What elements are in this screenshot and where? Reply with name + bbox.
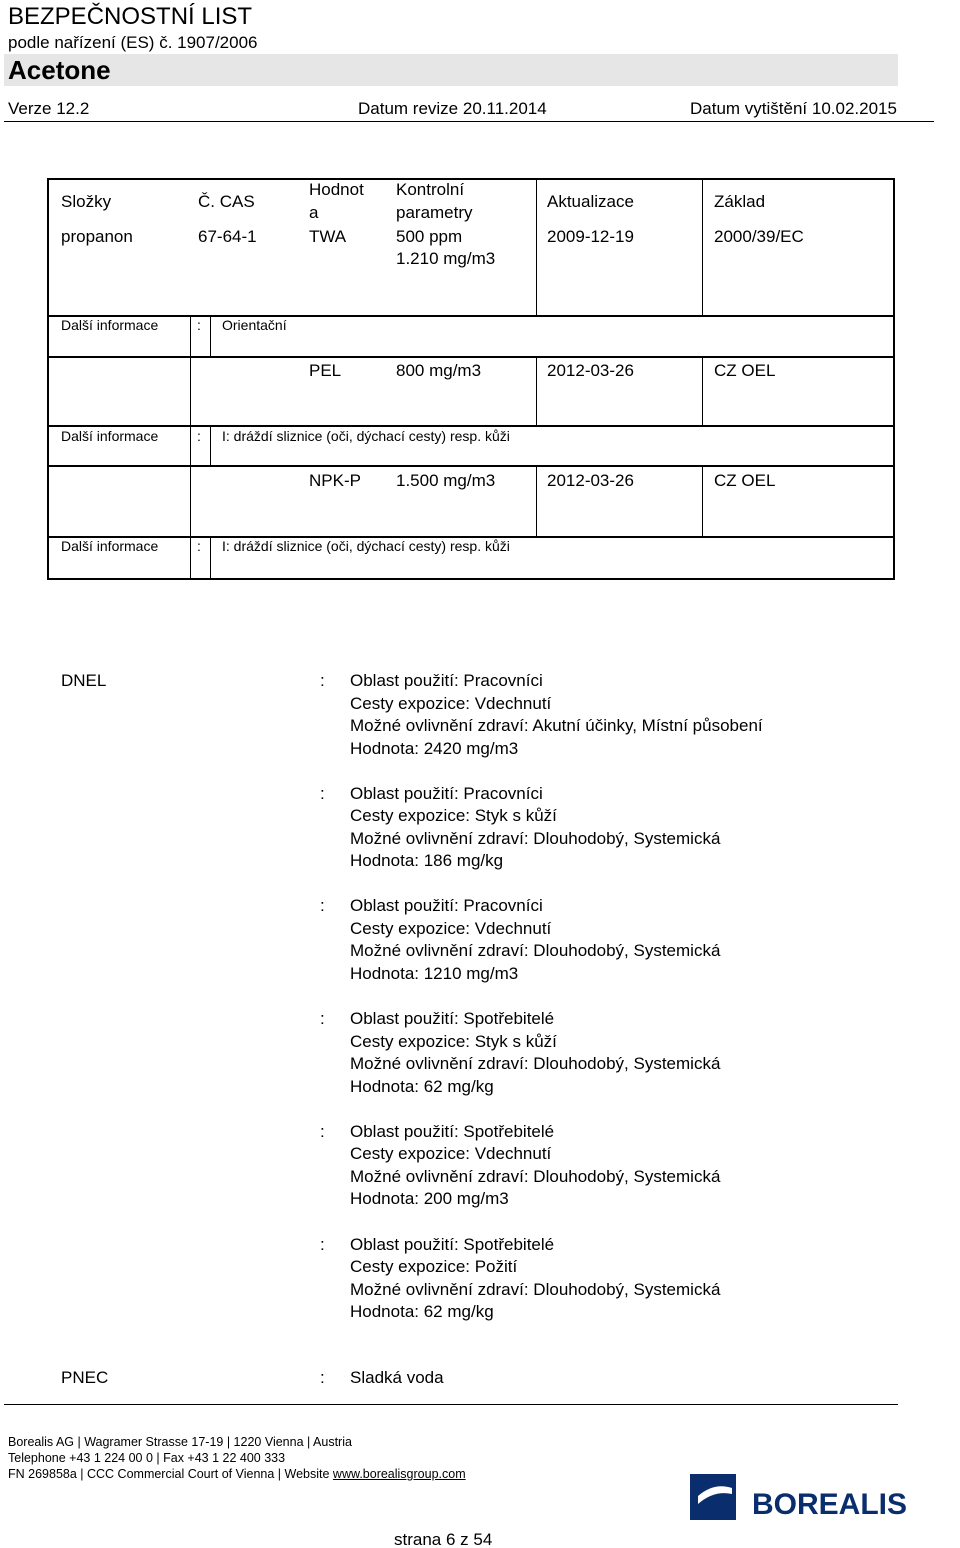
dnel-value: Hodnota: 1210 mg/m3 [350, 963, 519, 983]
row3-update: 2012-03-26 [547, 471, 634, 490]
header-update: Aktualizace [547, 192, 634, 211]
regulation-subtitle: podle nařízení (ES) č. 1907/2006 [8, 33, 258, 52]
borealis-logo-mark [688, 1474, 952, 1522]
dnel-value: Hodnota: 62 mg/kg [350, 1302, 494, 1321]
row2-update: 2012-03-26 [547, 361, 634, 380]
pnec-colon: : [320, 1368, 325, 1387]
info3-label: Další informace [61, 538, 159, 554]
dnel-effect: Možné ovlivnění zdraví: Dlouhodobý, Systemická [350, 1279, 721, 1299]
pnec-text: Sladká voda [350, 1368, 444, 1387]
dnel-route: Cesty expozice: Styk s kůží [350, 1031, 557, 1051]
footer-contact: Telephone +43 1 224 00 0 | Fax +43 1 22 400 333 [8, 1451, 286, 1465]
info2-colon: : [197, 428, 201, 444]
dnel-route: Cesty expozice: Styk s kůží [350, 806, 557, 826]
footer-address: Borealis AG | Wagramer Strasse 17-19 | 1220 Vienna | Austria [8, 1435, 352, 1449]
header-components: Složky [61, 192, 112, 211]
row1-update: 2009-12-19 [547, 227, 634, 246]
row2-param: 800 mg/m3 [396, 361, 482, 380]
dnel-colon: : [320, 1121, 325, 1141]
version: Verze 12.2 [8, 99, 90, 118]
dnel-route: Cesty expozice: Požití [350, 1257, 518, 1276]
info1-text: Orientační [222, 317, 287, 333]
dnel-route: Cesty expozice: Vdechnutí [350, 693, 552, 713]
borealis-logo [688, 1474, 952, 1522]
dnel-effect: Možné ovlivnění zdraví: Dlouhodobý, Systemická [350, 941, 721, 961]
logo-square [690, 1474, 736, 1520]
dnel-area: Oblast použití: Pracovníci [350, 896, 543, 916]
dnel-area: Oblast použití: Spotřebitelé [350, 1009, 555, 1029]
dnel-effect: Možné ovlivnění zdraví: Dlouhodobý, Systemická [350, 828, 721, 848]
row1-param-line2: 1.210 mg/m3 [396, 249, 496, 268]
pnec-label: PNEC [61, 1368, 109, 1387]
row2-basis: CZ OEL [714, 361, 776, 380]
info2-label: Další informace [61, 428, 159, 444]
product-name: Acetone [8, 55, 111, 85]
dnel-colon: : [320, 896, 325, 916]
dnel-area: Oblast použití: Spotřebitelé [350, 1234, 555, 1254]
dnel-route: Cesty expozice: Vdechnutí [350, 918, 552, 938]
row3-param: 1.500 mg/m3 [396, 471, 496, 490]
dnel-route: Cesty expozice: Vdechnutí [350, 1144, 552, 1164]
header-value-line1: Hodnot [309, 180, 364, 199]
dnel-area: Oblast použití: Pracovníci [350, 783, 543, 803]
footer-registry-text: FN 269858a | CCC Commercial Court of Vienna | Website [8, 1467, 333, 1481]
info2-text: I: dráždí sliznice (oči, dýchací cesty) resp. kůži [222, 428, 510, 444]
header-params-line1: Kontrolní [396, 180, 465, 199]
dnel-area: Oblast použití: Spotřebitelé [350, 1121, 555, 1141]
footer-registry [8, 1466, 466, 1482]
dnel-label: DNEL [61, 671, 107, 690]
row2-type: PEL [309, 361, 342, 380]
row1-cas: 67-64-1 [198, 227, 257, 246]
revision-date: Datum revize 20.11.2014 [358, 99, 547, 118]
dnel-colon: : [320, 1234, 325, 1254]
header-basis: Základ [714, 192, 766, 211]
dnel-area: Oblast použití: Pracovníci [350, 671, 543, 690]
row1-type: TWA [309, 227, 347, 246]
dnel-colon: : [320, 783, 325, 803]
website-link[interactable]: www.borealisgroup.com [332, 1467, 466, 1481]
header-value-line2: a [309, 203, 319, 222]
dnel-effect: Možné ovlivnění zdraví: Dlouhodobý, Systemická [350, 1054, 721, 1074]
borealis-logo-text: BOREALIS [752, 1488, 908, 1521]
product-bar [4, 54, 898, 86]
row1-component: propanon [61, 227, 133, 246]
dnel-effect: Možné ovlivnění zdraví: Akutní účinky, Místní působení [350, 716, 763, 735]
info1-label: Další informace [61, 317, 159, 333]
row1-basis: 2000/39/EC [714, 227, 804, 246]
header-cas: Č. CAS [198, 192, 255, 211]
footer-rule [4, 1404, 898, 1405]
row3-basis: CZ OEL [714, 471, 776, 490]
header-params-line2: parametry [396, 203, 473, 222]
dnel-colon: : [320, 671, 325, 690]
print-date: Datum vytištění 10.02.2015 [690, 99, 897, 118]
dnel-value: Hodnota: 62 mg/kg [350, 1076, 494, 1096]
dnel-effect: Možné ovlivnění zdraví: Dlouhodobý, Systemická [350, 1166, 721, 1186]
row1-param-line1: 500 ppm [396, 227, 463, 246]
row3-type: NPK-P [309, 471, 361, 490]
page-number: strana 6 z 54 [394, 1530, 493, 1548]
document-title: BEZPEČNOSTNÍ LIST [8, 3, 253, 30]
info1-colon: : [197, 317, 201, 333]
dnel-value: Hodnota: 2420 mg/m3 [350, 738, 519, 758]
dnel-value: Hodnota: 186 mg/kg [350, 851, 504, 871]
header-rule [4, 121, 934, 122]
info3-text: I: dráždí sliznice (oči, dýchací cesty) resp. kůži [222, 538, 510, 554]
dnel-colon: : [320, 1009, 325, 1029]
dnel-value: Hodnota: 200 mg/m3 [350, 1189, 509, 1209]
info3-colon: : [197, 538, 201, 554]
